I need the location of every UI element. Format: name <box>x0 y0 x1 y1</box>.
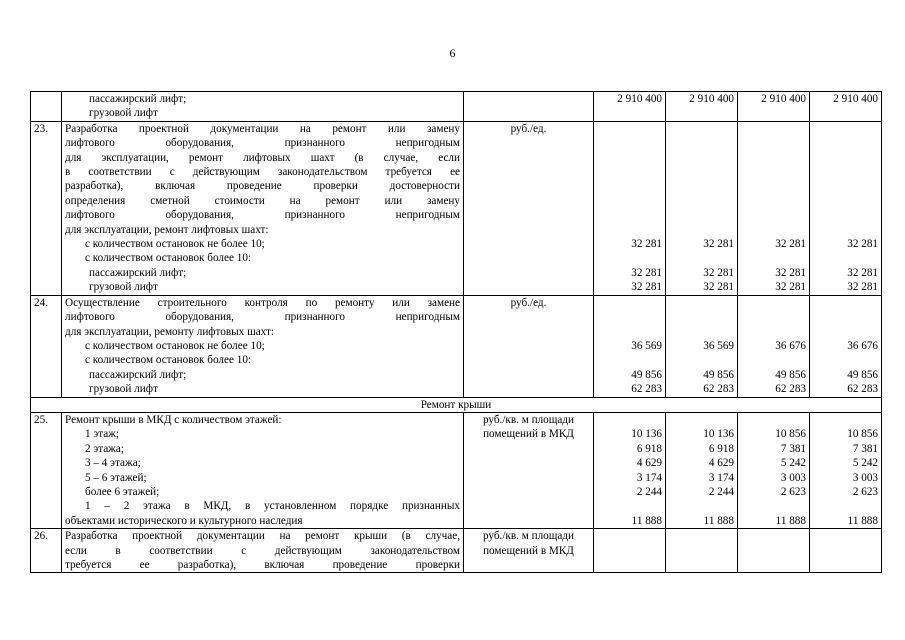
value-cell <box>810 121 882 295</box>
value: 3 174 <box>636 471 662 484</box>
row-description <box>62 92 464 122</box>
value-cell <box>666 121 738 295</box>
value: 32 281 <box>775 266 806 279</box>
description-line: для эксплуатации, ремонт лифтовых шахт (в случае, если <box>65 151 460 164</box>
value: 62 283 <box>631 383 662 396</box>
value: 5 242 <box>852 457 878 470</box>
description-line: Разработка проектной документации на ремонт или замену <box>65 122 460 135</box>
table-row-25 <box>31 412 882 528</box>
description-line: для эксплуатации, ремонт лифтовых шахт: <box>65 223 269 236</box>
value: 32 281 <box>775 281 806 294</box>
unit-cell: руб./ед. <box>464 295 594 397</box>
description-line: лифтового оборудования, признанного непригодным <box>65 137 460 150</box>
sub-item: с количеством остановок не более 10; <box>85 238 265 251</box>
sub-item: пассажирский лифт; <box>89 368 187 381</box>
unit-cell <box>464 92 594 122</box>
value: 3 174 <box>708 471 734 484</box>
value: 3 003 <box>780 471 806 484</box>
sub-item: грузовой лифт <box>89 107 158 120</box>
sub-item: 1 этаж; <box>85 428 120 441</box>
value: 32 281 <box>631 237 662 250</box>
value-cell <box>810 529 882 573</box>
value: 32 281 <box>631 281 662 294</box>
value: 62 283 <box>703 383 734 396</box>
value-cell <box>594 529 666 573</box>
value-cell <box>666 529 738 573</box>
value: 3 003 <box>852 471 878 484</box>
description-line: если в соответствии с действующим законодательством <box>65 544 460 557</box>
value: 36 569 <box>703 339 734 352</box>
description-line: лифтового оборудования, признанного непригодным <box>65 311 460 324</box>
description-line: для эксплуатации, ремонту лифтовых шахт: <box>65 325 274 338</box>
value: 10 136 <box>703 428 734 441</box>
value-cell <box>738 529 810 573</box>
value-cell: 2 910 400 <box>810 92 882 122</box>
value: 10 856 <box>847 428 878 441</box>
section-row <box>31 397 882 412</box>
description-line: требуется ее разработка), включая проведение проверки <box>65 559 460 571</box>
value: 32 281 <box>703 266 734 279</box>
value: 10 136 <box>631 428 662 441</box>
value-cell <box>666 295 738 397</box>
value: 62 283 <box>847 383 878 396</box>
value: 10 856 <box>775 428 806 441</box>
value: 62 283 <box>775 383 806 396</box>
value-cell <box>810 412 882 528</box>
value-cell <box>738 121 810 295</box>
value: 4 629 <box>708 457 734 470</box>
value-cell <box>594 412 666 528</box>
value: 5 242 <box>780 457 806 470</box>
value: 49 856 <box>703 368 734 381</box>
unit-line: руб./кв. м площади <box>482 530 575 543</box>
section-title: Ремонт крыши <box>31 397 882 412</box>
value: 2 244 <box>636 485 662 498</box>
row-number: 23. <box>31 121 62 295</box>
sub-item: объектами исторического и культурного наследия <box>65 514 303 527</box>
description-line: определения сметной стоимости на ремонт или замену <box>65 194 460 207</box>
description-line: разработка), включая проведение проверки достоверности <box>65 180 460 193</box>
description-line: Разработка проектной документации на ремонт крыши (в случае, <box>65 530 460 543</box>
row-description <box>62 121 464 295</box>
sub-item: 5 – 6 этажей; <box>85 471 147 484</box>
value-cell: 2 910 400 <box>594 92 666 122</box>
value-cell <box>738 412 810 528</box>
value-cell <box>738 295 810 397</box>
unit-cell <box>464 529 594 573</box>
description-line: в соответствии с действующим законодательством требуется ее <box>65 166 460 179</box>
table-row-24 <box>31 295 882 397</box>
value-cell <box>666 412 738 528</box>
value: 36 676 <box>775 339 806 352</box>
table-row-26 <box>31 529 882 573</box>
value: 4 629 <box>636 457 662 470</box>
value: 32 281 <box>847 266 878 279</box>
value-cell: 2 910 400 <box>666 92 738 122</box>
table-row-23 <box>31 121 882 295</box>
value: 11 888 <box>703 514 734 527</box>
row-description <box>62 529 464 573</box>
table-row-continuation <box>31 92 882 122</box>
row-number: 24. <box>31 295 62 397</box>
value: 7 381 <box>780 442 806 455</box>
sub-item: с количеством остановок не более 10; <box>85 339 265 352</box>
unit-cell: руб./ед. <box>464 121 594 295</box>
value: 11 888 <box>631 514 662 527</box>
description-line: Осуществление строительного контроля по ремонту или замене <box>65 296 460 309</box>
value: 2 623 <box>780 485 806 498</box>
value: 6 918 <box>636 442 662 455</box>
row-number-cell <box>31 92 62 122</box>
sub-item: пассажирский лифт; <box>89 266 187 279</box>
description-line: лифтового оборудования, признанного непригодным <box>65 209 460 222</box>
unit-line: помещений в МКД <box>483 544 574 557</box>
unit-cell <box>464 412 594 528</box>
row-description <box>62 295 464 397</box>
value: 32 281 <box>847 237 878 250</box>
value: 7 381 <box>852 442 878 455</box>
value: 49 856 <box>847 368 878 381</box>
page-number: 6 <box>449 46 456 60</box>
value: 11 888 <box>775 514 806 527</box>
value: 49 856 <box>775 368 806 381</box>
sub-item: грузовой лифт <box>89 281 158 294</box>
description-line: Ремонт крыши в МКД с количеством этажей: <box>65 413 282 426</box>
value-cell <box>594 295 666 397</box>
value-cell <box>810 295 882 397</box>
value: 32 281 <box>631 266 662 279</box>
value: 2 244 <box>708 485 734 498</box>
sub-item: с количеством остановок более 10: <box>85 354 252 367</box>
value: 2 623 <box>852 485 878 498</box>
row-number: 25. <box>31 412 62 528</box>
sub-item: 1 – 2 этажа в МКД, в установленном порядке признанных <box>85 500 460 513</box>
row-number: 26. <box>31 529 62 573</box>
value: 11 888 <box>847 514 878 527</box>
value: 36 569 <box>631 339 662 352</box>
value-cell: 2 910 400 <box>738 92 810 122</box>
sub-item: с количеством остановок более 10: <box>85 252 252 265</box>
tariff-table <box>30 91 882 573</box>
value: 32 281 <box>703 237 734 250</box>
sub-item: 2 этажа; <box>85 442 124 455</box>
sub-item: более 6 этажей; <box>85 485 160 498</box>
value: 32 281 <box>703 281 734 294</box>
unit-line: помещений в МКД <box>483 428 574 441</box>
sub-item: пассажирский лифт; <box>89 93 187 105</box>
sub-item: грузовой лифт <box>89 383 158 396</box>
value: 49 856 <box>631 368 662 381</box>
row-description <box>62 412 464 528</box>
sub-item: 3 – 4 этажа; <box>85 457 141 470</box>
value: 32 281 <box>847 281 878 294</box>
value: 6 918 <box>708 442 734 455</box>
value-cell <box>594 121 666 295</box>
unit-line: руб./кв. м площади <box>482 413 575 426</box>
value: 32 281 <box>775 237 806 250</box>
value: 36 676 <box>847 339 878 352</box>
